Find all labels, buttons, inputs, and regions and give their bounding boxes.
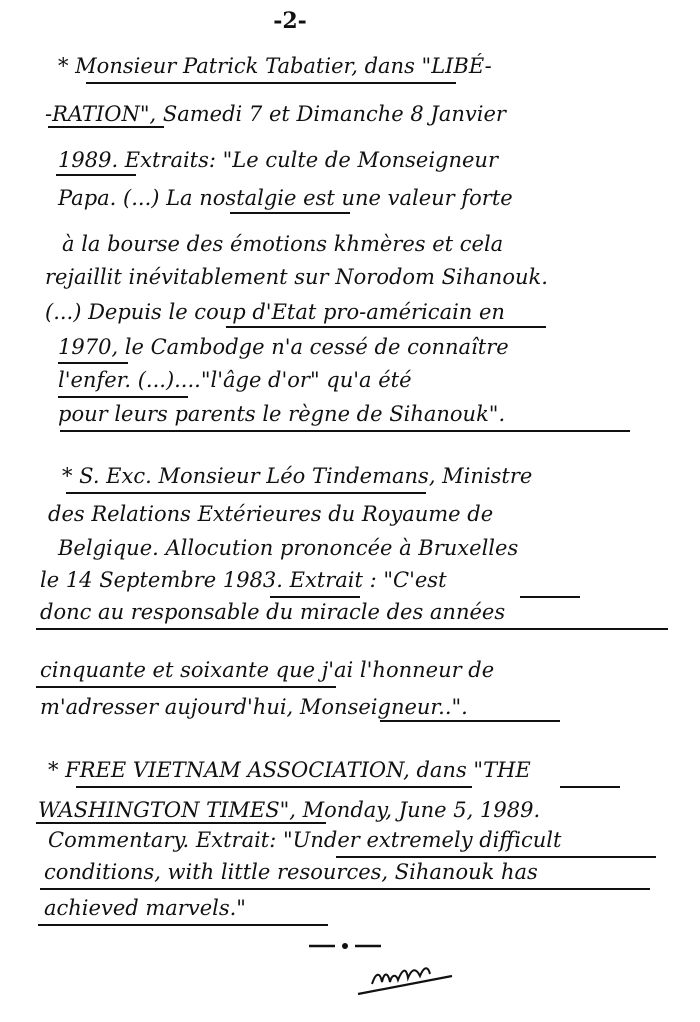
- section2-line-7: m'adresser aujourd'hui, Monseigneur..".: [40, 695, 468, 719]
- section1-line-3: 1989. Extraits: "Le culte de Monseigneur: [58, 148, 498, 172]
- underline-stroke: [36, 686, 336, 688]
- section1-line-7: (...) Depuis le coup d'Etat pro-américain en: [45, 300, 505, 324]
- section2-line-1: * S. Exc. Monsieur Léo Tindemans, Ministre: [62, 464, 533, 488]
- section3-line-4: conditions, with little resources, Sihanouk has: [44, 860, 538, 884]
- underline-stroke: [36, 628, 668, 630]
- section2-line-3: Belgique. Allocution prononcée à Bruxelles: [58, 536, 519, 560]
- section3-line-5: achieved marvels.": [44, 896, 246, 920]
- section1-line-8: 1970, le Cambodge n'a cessé de connaître: [58, 335, 509, 359]
- separator-dash-dot: [305, 938, 385, 954]
- section2-line-6: cinquante et soixante que j'ai l'honneur de: [40, 658, 495, 682]
- underline-stroke: [230, 212, 350, 214]
- underline-stroke: [58, 396, 188, 398]
- section1-line-9: l'enfer. (...)...."l'âge d'or" qu'a été: [58, 368, 412, 392]
- underline-stroke: [336, 856, 656, 858]
- underline-stroke: [380, 720, 560, 722]
- section1-line-4: Papa. (...) La nostalgie est une valeur forte: [58, 186, 513, 210]
- underline-stroke: [86, 82, 456, 84]
- underline-stroke: [58, 362, 128, 364]
- underline-stroke: [226, 326, 546, 328]
- underline-stroke: [56, 174, 136, 176]
- section2-line-2: des Relations Extérieures du Royaume de: [48, 502, 494, 526]
- underline-stroke: [560, 786, 620, 788]
- underline-stroke: [520, 596, 580, 598]
- section1-line-2: -RATION", Samedi 7 et Dimanche 8 Janvier: [45, 102, 506, 126]
- underline-stroke: [38, 924, 328, 926]
- section1-line-10: pour leurs parents le règne de Sihanouk".: [58, 402, 506, 426]
- underline-stroke: [76, 786, 472, 788]
- underline-stroke: [270, 596, 360, 598]
- underline-stroke: [36, 822, 326, 824]
- section3-line-2: WASHINGTON TIMES", Monday, June 5, 1989.: [38, 798, 541, 822]
- section2-line-4: le 14 Septembre 1983. Extrait : "C'est: [40, 568, 447, 592]
- page-number: -2-: [273, 8, 307, 34]
- underline-stroke: [60, 430, 630, 432]
- section1-line-1: * Monsieur Patrick Tabatier, dans "LIBÉ-: [58, 54, 492, 78]
- underline-stroke: [40, 888, 650, 890]
- section2-line-5: donc au responsable du miracle des années: [40, 600, 506, 624]
- underline-stroke: [66, 492, 426, 494]
- underline-stroke: [48, 126, 164, 128]
- section1-line-6: rejaillit inévitablement sur Norodom Sihanouk.: [45, 265, 548, 289]
- section3-line-1: * FREE VIETNAM ASSOCIATION, dans "THE: [48, 758, 531, 782]
- signature-icon: [350, 960, 460, 1000]
- section3-line-3: Commentary. Extrait: "Under extremely difficult: [48, 828, 562, 852]
- section1-line-5: à la bourse des émotions khmères et cela: [62, 232, 504, 256]
